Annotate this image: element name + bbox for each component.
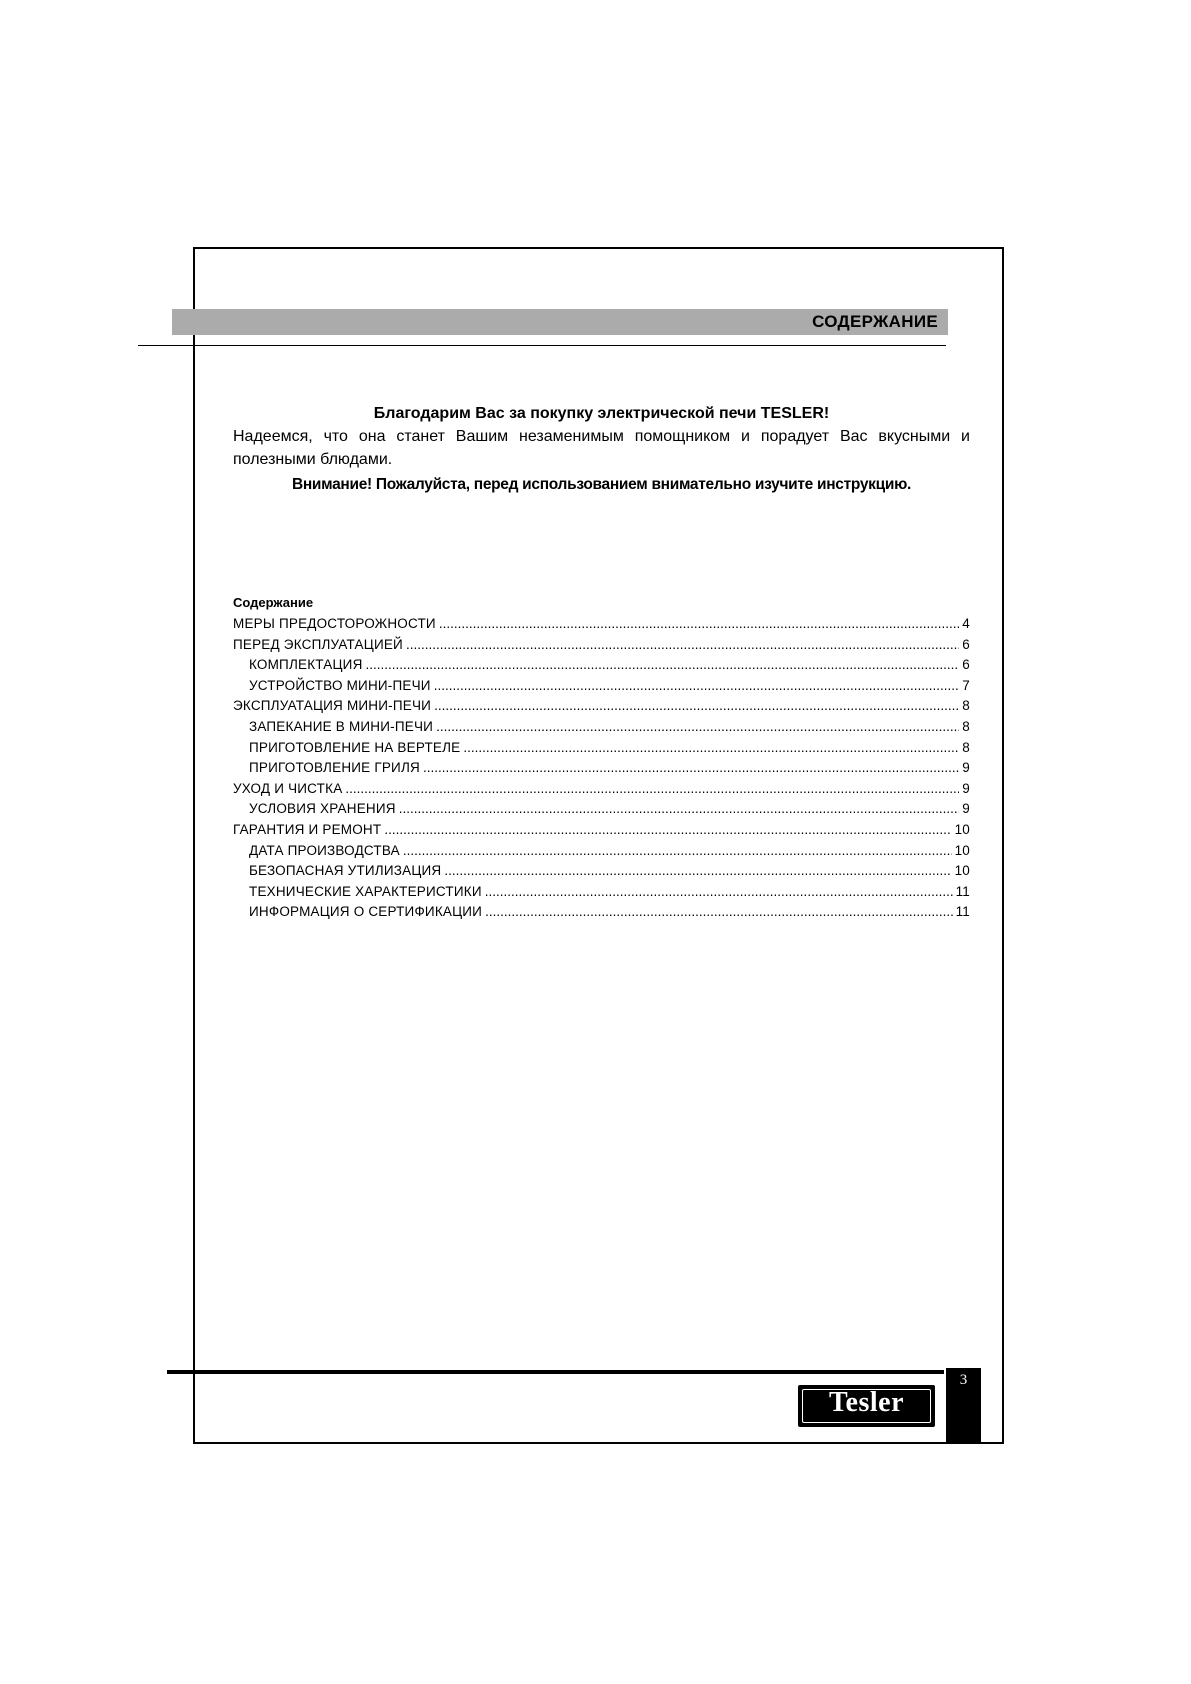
toc-leader-dots	[444, 863, 951, 878]
toc-entry[interactable]	[233, 719, 970, 740]
toc-entry-label: ИНФОРМАЦИЯ О СЕРТИФИКАЦИИ	[249, 904, 483, 920]
toc-entry-page: 11	[955, 904, 970, 920]
toc-entry-page: 10	[954, 863, 970, 879]
warning-text: Внимание! Пожалуйста, перед использованием внимательно изучите инструкцию.	[291, 476, 912, 493]
toc-entry[interactable]	[233, 637, 970, 658]
tesler-logo	[798, 1385, 935, 1427]
page-number-tab	[946, 1368, 981, 1444]
toc-leader-dots	[403, 843, 952, 858]
toc-entry-label: УХОД И ЧИСТКА	[233, 780, 343, 796]
toc-entry[interactable]	[233, 843, 970, 864]
toc-entry-page: 6	[962, 636, 970, 652]
header-rule	[138, 345, 946, 346]
toc-leader-dots	[406, 637, 959, 652]
toc-entry-label: МЕРЫ ПРЕДОСТОРОЖНОСТИ	[233, 616, 436, 631]
toc-leader-dots	[463, 740, 959, 755]
toc-entry[interactable]	[233, 678, 970, 699]
toc-leader-dots	[485, 904, 952, 919]
toc-leader-dots	[384, 822, 951, 837]
toc-entry[interactable]	[233, 616, 970, 637]
toc-leader-dots	[439, 616, 959, 631]
logo-text: Tesler	[828, 1387, 905, 1418]
toc-entry-label: ПРИГОТОВЛЕНИЕ ГРИЛЯ	[249, 760, 420, 776]
toc-entry[interactable]	[233, 801, 970, 822]
toc-entry-page: 10	[954, 842, 970, 858]
toc-entry-label: ГАРАНТИЯ И РЕМОНТ	[233, 821, 382, 837]
toc-entry[interactable]	[233, 781, 970, 802]
toc-entry-page: 11	[955, 883, 970, 899]
toc-entry-page: 9	[962, 760, 970, 776]
toc-entry[interactable]	[233, 760, 970, 781]
toc-entry-page: 8	[962, 718, 970, 734]
toc-entry-label: КОМПЛЕКТАЦИЯ	[249, 657, 363, 673]
toc-entry[interactable]	[233, 904, 970, 925]
toc-leader-dots	[345, 781, 959, 796]
toc-heading: Содержание	[233, 595, 314, 610]
toc-entry-label: ПЕРЕД ЭКСПЛУАТАЦИЕЙ	[233, 636, 403, 652]
toc-entry-page: 7	[962, 677, 970, 693]
toc-entry-page: 4	[962, 616, 970, 631]
toc-entry[interactable]	[233, 698, 970, 719]
toc-entry-label: БЕЗОПАСНАЯ УТИЛИЗАЦИЯ	[249, 863, 442, 879]
toc-entry[interactable]	[233, 822, 970, 843]
toc-entry-label: УСЛОВИЯ ХРАНЕНИЯ	[249, 801, 396, 817]
toc-entry-page: 10	[954, 821, 970, 837]
toc-entry[interactable]	[233, 740, 970, 761]
toc-entry-label: ЭКСПЛУАТАЦИЯ МИНИ-ПЕЧИ	[233, 698, 432, 714]
toc-entry-label: ДАТА ПРОИЗВОДСТВА	[249, 842, 400, 858]
toc-leader-dots	[436, 719, 959, 734]
page-number: 3	[959, 1372, 968, 1388]
toc-entry-page: 6	[962, 657, 970, 673]
toc-entry-label: ЗАПЕКАНИЕ В МИНИ-ПЕЧИ	[249, 718, 434, 734]
toc-list	[233, 616, 970, 925]
toc-leader-dots	[366, 657, 960, 672]
toc-leader-dots	[434, 678, 960, 693]
toc-entry[interactable]	[233, 863, 970, 884]
toc-leader-dots	[485, 884, 953, 899]
toc-entry[interactable]	[233, 657, 970, 678]
toc-leader-dots	[399, 801, 960, 816]
intro-block	[233, 402, 970, 496]
toc-leader-dots	[434, 698, 959, 713]
toc-entry-page: 8	[962, 698, 970, 714]
toc-entry-page: 9	[962, 801, 970, 817]
toc-entry-page: 8	[962, 739, 970, 755]
toc-entry-page: 9	[962, 780, 970, 796]
thanks-heading: Благодарим Вас за покупку электрической печи TESLER!	[373, 405, 830, 422]
toc-entry-label: УСТРОЙСТВО МИНИ-ПЕЧИ	[249, 677, 431, 693]
toc-entry-label: ТЕХНИЧЕСКИЕ ХАРАКТЕРИСТИКИ	[249, 883, 482, 899]
section-title: СОДЕРЖАНИЕ	[812, 312, 938, 331]
toc-entry-label: ПРИГОТОВЛЕНИЕ НА ВЕРТЕЛЕ	[249, 739, 461, 755]
toc-leader-dots	[423, 760, 959, 775]
intro-paragraph: Надеемся, что она станет Вашим незаменимым помощником и порадует Вас вкусными и полезными блюдами.	[233, 428, 970, 468]
toc-entry[interactable]	[233, 884, 970, 905]
footer-rule	[167, 1370, 944, 1374]
table-of-contents	[233, 595, 970, 925]
section-header-bar	[172, 309, 948, 335]
